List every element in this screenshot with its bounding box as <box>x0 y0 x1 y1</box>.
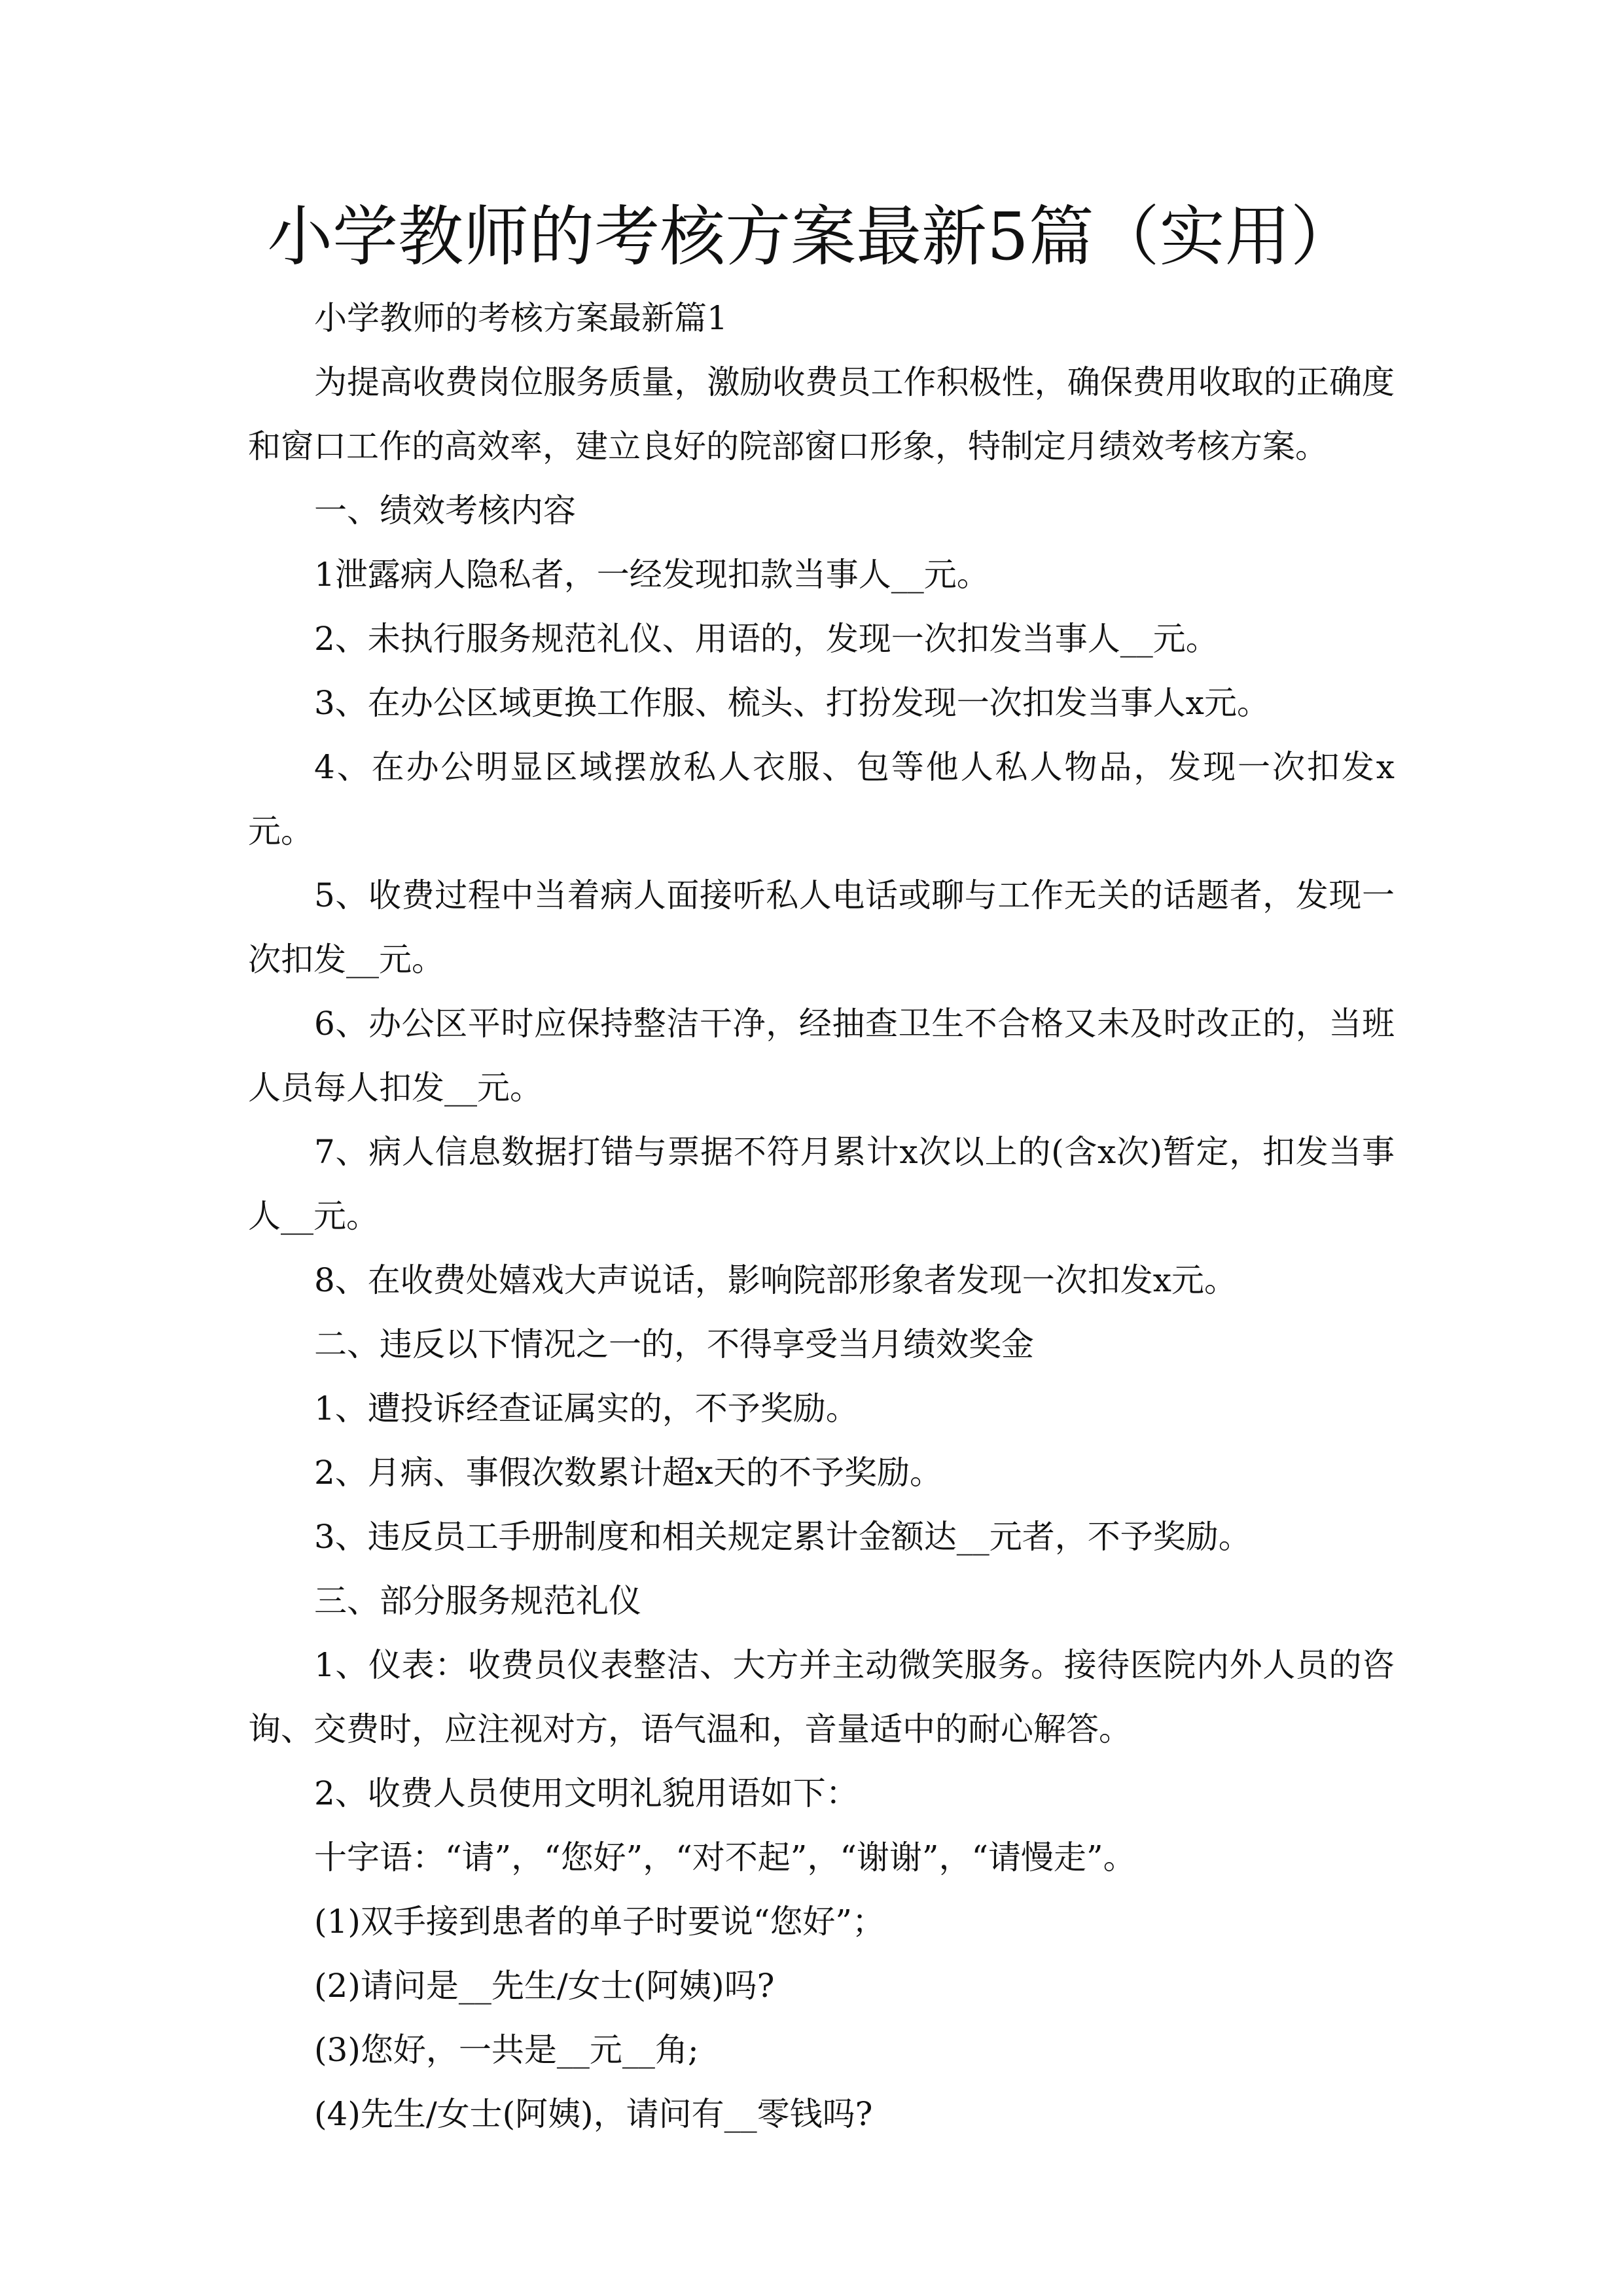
list-item: (4)先生/女士(阿姨)，请问有__零钱吗? <box>314 2095 873 2133</box>
list-item: (1)双手接到患者的单子时要说“您好”； <box>314 1903 885 1941</box>
paragraph: 为提高收费岗位服务质量，激励收费员工作积极性，确保费用收取的正确度和窗口工作的高效率，建立良好的院部窗口形象，特制定月绩效考核方案。 <box>248 363 1395 465</box>
section-heading: 一、绩效考核内容 <box>314 492 576 529</box>
list-item: (3)您好，一共是__元__角; <box>314 2031 699 2069</box>
list-item: 8、在收费处嬉戏大声说话，影响院部形象者发现一次扣发x元。 <box>314 1261 1238 1299</box>
list-item: 1泄露病人隐私者，一经发现扣款当事人__元。 <box>314 556 990 594</box>
document-title: 小学教师的考核方案最新5篇（实用） <box>267 198 1356 275</box>
list-item: 2、未执行服务规范礼仪、用语的，发现一次扣发当事人__元。 <box>314 620 1219 658</box>
list-item: (2)请问是__先生/女士(阿姨)吗? <box>314 1967 775 2005</box>
list-item: 1、遭投诉经查证属实的，不予奖励。 <box>314 1390 859 1427</box>
list-item: 5、收费过程中当着病人面接听私人电话或聊与工作无关的话题者，发现一次扣发__元。 <box>248 876 1395 978</box>
list-item: 7、病人信息数据打错与票据不符月累计x次以上的(含x次)暂定，扣发当事人__元。 <box>248 1133 1395 1235</box>
list-item: 6、办公区平时应保持整洁干净，经抽查卫生不合格又未及时改正的，当班人员每人扣发__元。 <box>248 1005 1395 1107</box>
section-heading: 二、违反以下情况之一的，不得享受当月绩效奖金 <box>314 1325 1034 1363</box>
list-item: 2、月病、事假次数累计超x天的不予奖励。 <box>314 1454 943 1492</box>
list-item: 3、违反员工手册制度和相关规定累计金额达__元者，不予奖励。 <box>314 1518 1251 1556</box>
section-heading: 小学教师的考核方案最新篇1 <box>314 299 728 337</box>
list-item: 2、收费人员使用文明礼貌用语如下： <box>314 1774 859 1812</box>
list-item: 1、仪表：收费员仪表整洁、大方并主动微笑服务。接待医院内外人员的咨询、交费时，应注视对方，语气温和，音量适中的耐心解答。 <box>248 1646 1395 1748</box>
paragraph: 十字语：“请”，“您好”，“对不起”，“谢谢”，“请慢走”。 <box>314 1839 1136 1876</box>
list-item: 4、在办公明显区域摆放私人衣服、包等他人私人物品，发现一次扣发x元。 <box>248 748 1395 850</box>
section-heading: 三、部分服务规范礼仪 <box>314 1582 641 1620</box>
list-item: 3、在办公区域更换工作服、梳头、打扮发现一次扣发当事人x元。 <box>314 684 1270 722</box>
document-body <box>248 286 1395 2146</box>
